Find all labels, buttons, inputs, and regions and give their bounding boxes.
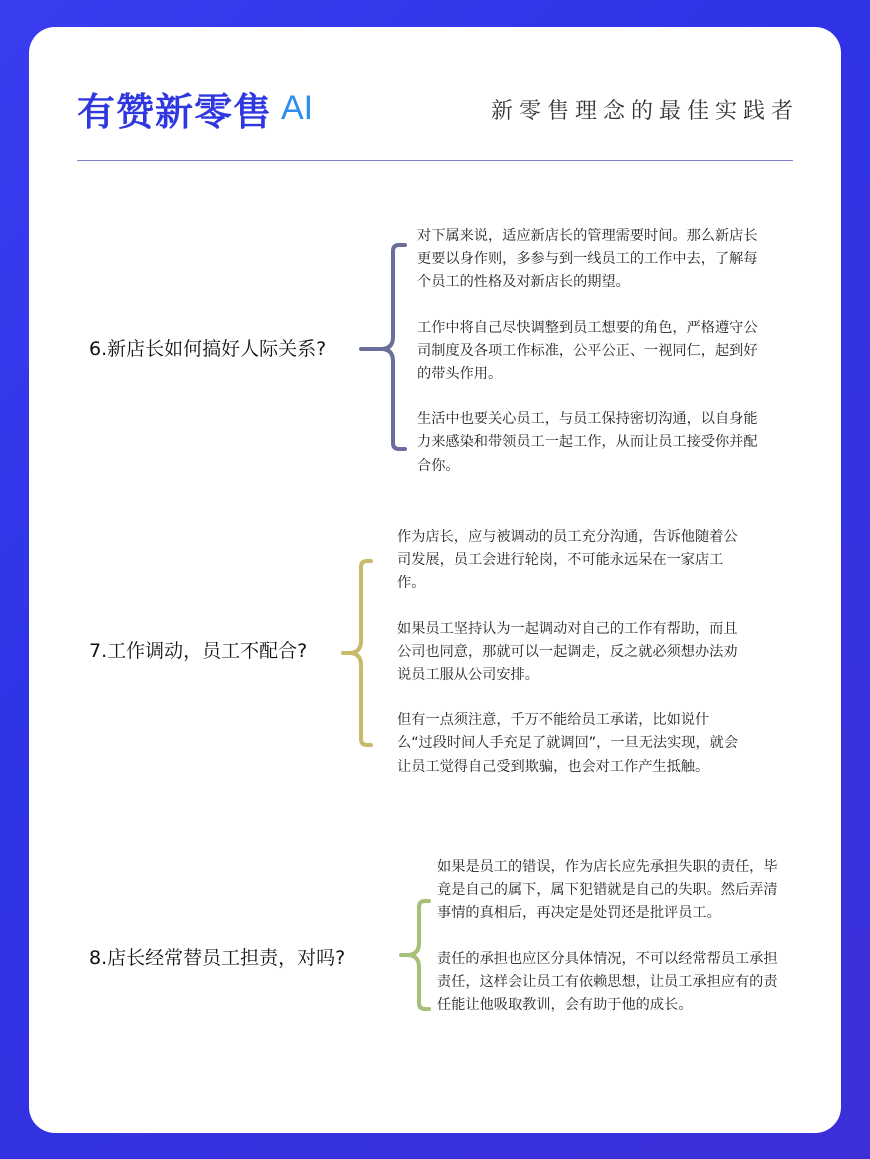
- brace-7: [341, 553, 401, 753]
- answer-8-2: 责任的承担也应区分具体情况，不可以经常帮员工承担责任，这样会让员工有依赖思想，让员工承担应有的责任能让他吸取教训，会有助于他的成长。: [437, 950, 778, 1014]
- answers-8: [437, 856, 783, 1017]
- brace-6: [359, 239, 419, 459]
- header: [29, 27, 841, 187]
- question-7: 7.工作调动，员工不配合?: [89, 640, 308, 662]
- answer-6-2: 工作中将自己尽快调整到员工想要的角色，严格遵守公司制度及各项工作标准，公平公正、一视同仁，起到好的带头作用。: [417, 319, 758, 383]
- answers-7: [397, 526, 743, 779]
- header-divider: [77, 160, 793, 161]
- answer-7-1: 作为店长，应与被调动的员工充分沟通，告诉他随着公司发展，员工会进行轮岗，不可能永远呆在一家店工作。: [397, 529, 738, 592]
- answer-6-3: 生活中也要关心员工，与员工保持密切沟通，以自身能力来感染和带领员工一起工作，从而让员工接受你并配合你。: [417, 411, 758, 474]
- answer-7-2: 如果员工坚持认为一起调动对自己的工作有帮助，而且公司也同意，那就可以一起调走，反之就必须想办法劝说员工服从公司安排。: [397, 620, 738, 684]
- answer-6-1: 对下属来说，适应新店长的管理需要时间。那么新店长更要以身作则，多参与到一线员工的工作中去，了解每个员工的性格及对新店长的期望。: [417, 228, 758, 291]
- answer-8-1: 如果是员工的错误，作为店长应先承担失职的责任，毕竟是自己的属下，属下犯错就是自己的失职。然后弄清事情的真相后，再决定是处罚还是批评员工。: [437, 859, 778, 922]
- answers-6: [417, 225, 769, 478]
- brand-logo-ai: AI: [281, 89, 314, 127]
- answer-7-3: 但有一点须注意，千万不能给员工承诺，比如说什么“过段时间人手充足了就调回”，一旦无法实现，就会让员工觉得自己受到欺骗，也会对工作产生抵触。: [397, 712, 739, 775]
- brand-logo: 有赞新零售: [77, 90, 273, 134]
- question-8: 8.店长经常替员工担责，对吗?: [89, 947, 346, 969]
- content-card: [29, 27, 841, 1133]
- slogan: 新零售理念的最佳实践者: [490, 99, 799, 124]
- question-6: 6.新店长如何搞好人际关系?: [89, 338, 327, 360]
